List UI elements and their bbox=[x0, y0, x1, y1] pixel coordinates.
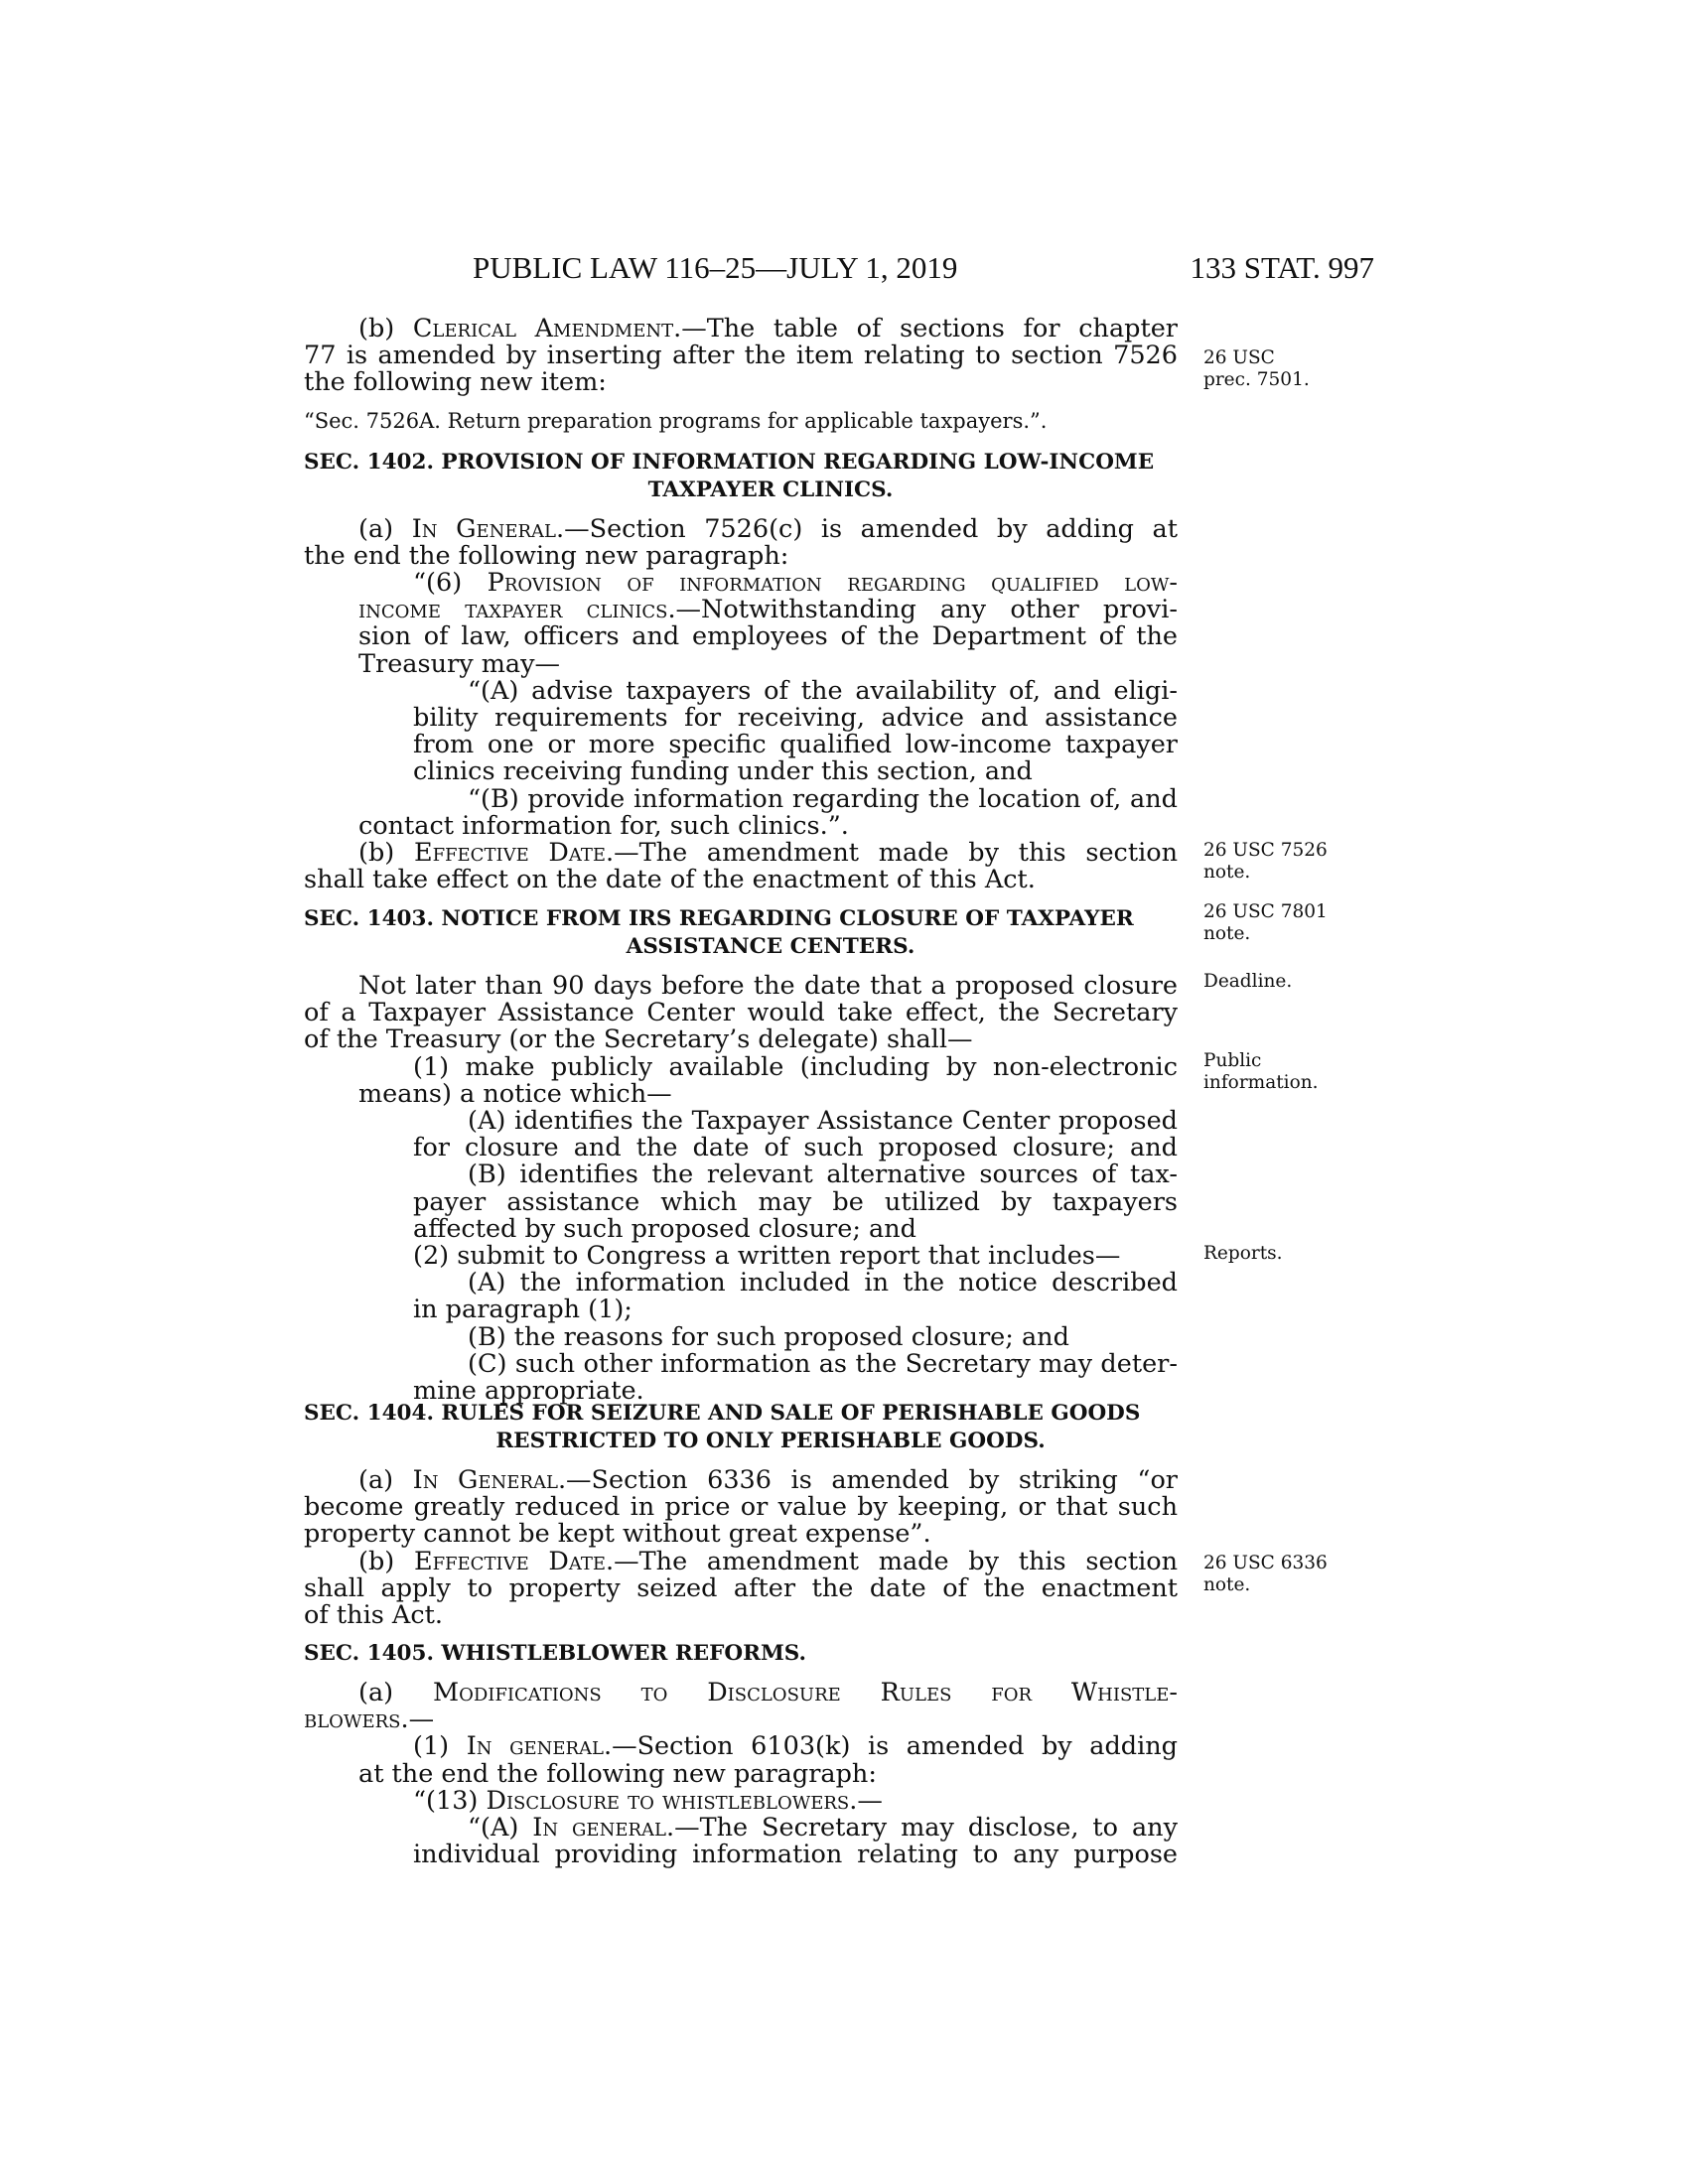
section-heading-1405: SEC. 1405. WHISTLEBLOWER REFORMS. bbox=[304, 1641, 807, 1666]
margin-note-deadline: Deadline. bbox=[1203, 971, 1293, 992]
paragraph-1402-b: (b) Effective Date.—The amendment made by this section bbox=[358, 838, 1178, 869]
text-line: for closure and the date of such proposed closure; and bbox=[413, 1133, 1178, 1163]
text-line: sion of law, officers and employees of the Department of the bbox=[358, 621, 1178, 652]
paragraph-clerical-amendment: (b) Clerical Amendment.—The table of sections for chapter bbox=[358, 314, 1178, 343]
text-line: means) a notice which— bbox=[358, 1078, 672, 1109]
text-line: the following new item: bbox=[304, 367, 607, 398]
text-block-3 bbox=[304, 1400, 1178, 1629]
margin-note-usc-7801: 26 USC 7801 note. bbox=[1203, 901, 1328, 944]
text-line: property cannot be kept without great expense”. bbox=[304, 1519, 931, 1550]
paragraph-1402-a: (a) In General.—Section 7526(c) is amended by adding at bbox=[358, 513, 1178, 544]
text-line: shall apply to property seized after the date of the enactment bbox=[304, 1572, 1178, 1603]
margin-note-usc-6336: 26 USC 6336 note. bbox=[1203, 1553, 1328, 1595]
section-heading-1402: SEC. 1402. PROVISION OF INFORMATION REGARDING LOW-INCOME TAXPAYER CLINICS. bbox=[304, 449, 1155, 502]
text-line: of the Treasury (or the Secretary’s delegate) shall— bbox=[304, 1024, 973, 1055]
paragraph-1404-b: (b) Effective Date.—The amendment made by this section bbox=[358, 1546, 1178, 1576]
paragraph-1405-a: (a) Modifications to Disclosure Rules for Whistle- bbox=[358, 1678, 1178, 1707]
text-line: of this Act. bbox=[304, 1600, 443, 1631]
text-line: shall take effect on the date of the enactment of this Act. bbox=[304, 865, 1036, 895]
paragraph-1403-2: (2) submit to Congress a written report that includes— bbox=[413, 1241, 1121, 1272]
paragraph-1403-2-C: (C) such other information as the Secretary may deter- bbox=[468, 1348, 1178, 1379]
section-heading-1404: SEC. 1404. RULES FOR SEIZURE AND SALE OF PERISHABLE GOODS RESTRICTED TO ONLY PERISHABLE GOODS. bbox=[304, 1401, 1141, 1453]
paragraph-1405-13: “(13) Disclosure to whistleblowers.— bbox=[413, 1785, 883, 1816]
text-line: at the end the following new paragraph: bbox=[358, 1758, 877, 1789]
text-line: contact information for, such clinics.”. bbox=[358, 810, 849, 841]
text-line: Treasury may— bbox=[358, 648, 560, 679]
text-line: of a Taxpayer Assistance Center would take effect, the Secretary bbox=[304, 998, 1178, 1028]
section-heading-1403: SEC. 1403. NOTICE FROM IRS REGARDING CLOSURE OF TAXPAYER ASSISTANCE CENTERS. bbox=[304, 906, 1134, 959]
text-line: payer assistance which may be utilized by taxpayers bbox=[413, 1186, 1178, 1217]
text-line: mine appropriate. bbox=[413, 1376, 644, 1407]
margin-note-public-information: Public information. bbox=[1203, 1050, 1319, 1093]
text-line: 77 is amended by inserting after the item relating to section 7526 bbox=[304, 341, 1178, 371]
text-block-2 bbox=[304, 905, 1178, 1405]
text-line: the end the following new paragraph: bbox=[304, 540, 789, 571]
text-line: from one or more specific qualified low-income taxpayer bbox=[413, 730, 1178, 760]
paragraph-1402-6-A: “(A) advise taxpayers of the availability of, and eligi- bbox=[468, 675, 1178, 706]
paragraph-1403-2-B: (B) the reasons for such proposed closure; and bbox=[468, 1321, 1069, 1352]
paragraph-1403-2-A: (A) the information included in the notice described bbox=[468, 1268, 1178, 1298]
paragraph-1405-a-1: (1) In general.—Section 6103(k) is amended by adding bbox=[413, 1731, 1178, 1762]
text-line: individual providing information relating to any purpose bbox=[413, 1840, 1178, 1870]
text-line: bility requirements for receiving, advice and assistance bbox=[413, 703, 1178, 734]
text-line: clinics receiving funding under this section, and bbox=[413, 756, 1033, 787]
paragraph-1402-6: “(6) Provision of information regarding qualified low- bbox=[413, 568, 1178, 599]
margin-note-usc-7526: 26 USC 7526 note. bbox=[1203, 840, 1328, 883]
text-line: affected by such proposed closure; and bbox=[413, 1213, 916, 1244]
margin-note-reports: Reports. bbox=[1203, 1243, 1283, 1264]
text-line: blowers.— bbox=[304, 1705, 435, 1735]
paragraph-1403-1: (1) make publicly available (including by non-electronic bbox=[413, 1051, 1178, 1082]
page-number: 133 STAT. 997 bbox=[1190, 250, 1374, 285]
paragraph-1405-13-A: “(A) In general.—The Secretary may disclose, to any bbox=[468, 1813, 1178, 1843]
text-block-1 bbox=[304, 316, 1178, 893]
new-table-item: “Sec. 7526A. Return preparation programs for applicable taxpayers.”. bbox=[304, 408, 1048, 433]
margin-note-usc-prec-7501: 26 USC prec. 7501. bbox=[1203, 347, 1310, 390]
text-line: become greatly reduced in price or value by keeping, or that such bbox=[304, 1492, 1178, 1523]
text-line: in paragraph (1); bbox=[413, 1295, 633, 1325]
paragraph-1404-a: (a) In General.—Section 6336 is amended by striking “or bbox=[358, 1465, 1178, 1495]
text-block-4 bbox=[304, 1640, 1178, 1868]
text-line: income taxpayer clinics.—Notwithstanding any other provi- bbox=[358, 595, 1178, 625]
paragraph-1403-1-A: (A) identifies the Taxpayer Assistance Center proposed bbox=[468, 1106, 1178, 1137]
paragraph-1403-intro: Not later than 90 days before the date that a proposed closure bbox=[358, 971, 1178, 1001]
running-header-title: PUBLIC LAW 116–25—JULY 1, 2019 bbox=[473, 250, 958, 285]
paragraph-1402-6-B: “(B) provide information regarding the location of, and bbox=[468, 783, 1178, 814]
paragraph-1403-1-B: (B) identifies the relevant alternative sources of tax- bbox=[468, 1160, 1178, 1190]
